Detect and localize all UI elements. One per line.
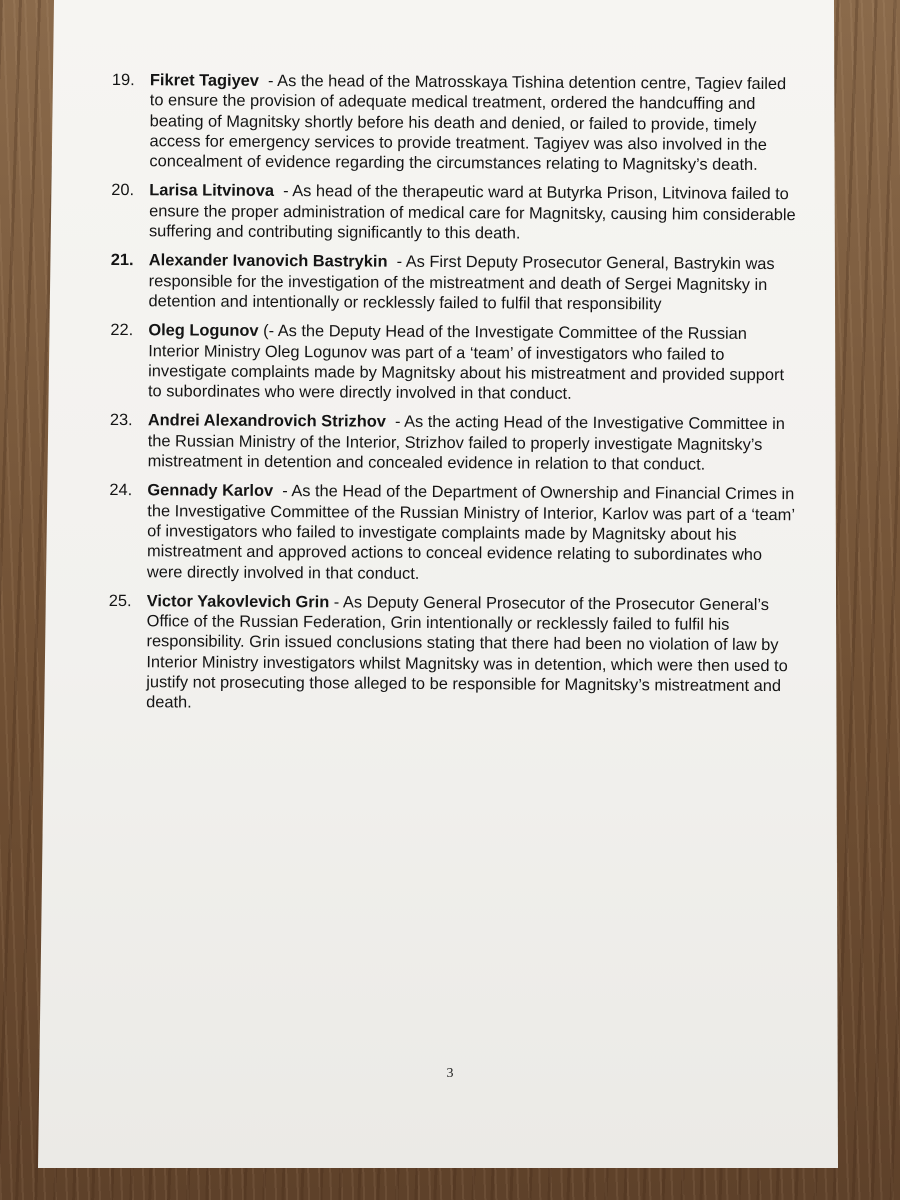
page-number: 3 [446,1066,454,1081]
separator: - [385,413,405,432]
person-name: Victor Yakovlevich Grin [146,592,330,612]
item-text: As the acting Head of the Investigative Committee in the Russian Ministry of the Interior, Strizhov failed to properly investigate Magnitsky’s mistreatment in detention and concealed evidence in relation to that conduct. [147,413,785,474]
separator: - [274,182,293,201]
list-item [111,70,802,176]
person-name: Andrei Alexandrovich Strizhov [147,411,386,432]
list-item [110,410,800,475]
item-number: 23. [109,411,133,430]
separator: - [387,253,406,272]
list-item [111,180,801,245]
item-text: As head of the therapeutic ward at Butyrka Prison, Litvinova failed to ensure the proper administration of medical care for Magnitsky, causing him considerable suffering and contributing significantly to this death. [148,182,796,243]
list-item [111,250,801,315]
list-item [110,320,800,405]
item-number: 22. [110,321,134,340]
separator: (- [258,322,278,341]
separator: - [258,71,278,91]
item-number: 20. [111,181,135,200]
person-name: Larisa Litvinova [149,181,275,201]
item-number: 21. [110,251,134,270]
item-text: As First Deputy Prosecutor General, Bastrykin was responsible for the investigation of the mistreatment and death of Sergei Magnitsky in detention and intentionally or recklessly failed to fulfil that responsibility [148,253,775,314]
document-body [108,70,802,726]
separator: - [273,482,292,501]
item-text: As the Deputy Head of the Investigate Committee of the Russian Interior Ministry Oleg Logunov was part of a ‘team’ of investigators who failed to investigate complaints made by Magnitsky about his mistreatment and provided support to subordinates who were directly involved in that conduct. [147,322,785,403]
item-number: 24. [109,481,133,500]
person-name: Oleg Logunov [148,321,259,341]
item-number: 25. [108,591,132,610]
list-item [109,480,800,586]
list-item [108,591,799,717]
person-name: Fikret Tagiyev [149,71,260,90]
item-text: As Deputy General Prosecutor of the Prosecutor General’s Office of the Russian Federation, Grin intentionally or recklessly failed to fulfil his responsibility. Grin issued conclusions stating that there had been no violation of law by Interior Ministry investigators whilst Magnitsky was in detention, which were then used to justify not prosecuting those alleged to be responsible for Magnitsky’s mistreatment and death. [146,593,788,712]
item-text: As the head of the Matrosskaya Tishina detention centre, Tagiev failed to ensure the provision of adequate medical treatment, ordered the handcuffing and beating of Magnitsky shortly before his death and denied, or failed to provide, timely access for emergency services to provide treatment. Tagiyev was also involved in the concealment of evidence regarding the circumstances relating to Magnitsky’s death. [149,72,787,175]
item-text: As the Head of the Department of Ownership and Financial Crimes in the Investigative Committee of the Russian Ministry of Interior, Karlov was part of a ‘team’ of investigators who failed to investigate complaints made by Magnitsky about his mistreatment and approved actions to conceal evidence relating to subordinates who were directly involved in that conduct. [146,482,795,583]
person-name: Alexander Ivanovich Bastrykin [148,251,388,272]
item-number: 19. [111,70,135,90]
separator: - [329,593,343,612]
person-name: Gennady Karlov [147,481,274,501]
